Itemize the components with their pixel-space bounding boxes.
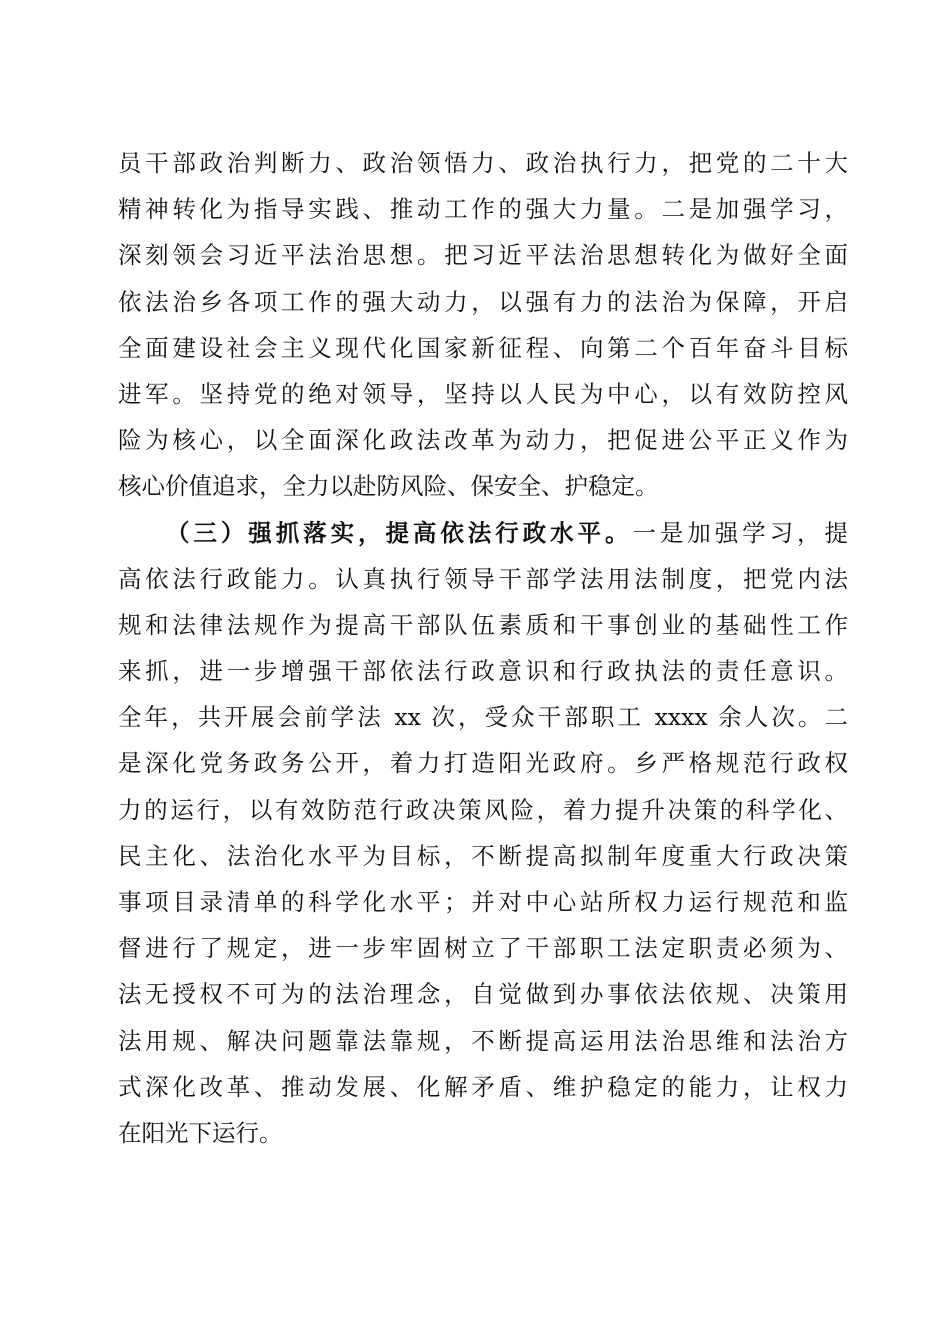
paragraph-line: 险为核心，以全面深化政法改革为动力，把促进公平正义作为 [118, 426, 848, 455]
paragraph-line: 深刻领会习近平法治思想。把习近平法治思想转化为做好全面 [118, 241, 848, 270]
paragraph-line: 事项目录清单的科学化水平；并对中心站所权力运行规范和监 [118, 888, 848, 916]
paragraph-line: 规和法律法规作为提高干部队伍素质和干事创业的基础性工作 [118, 610, 848, 639]
section-heading: （三）强抓落实，提高依法行政水平。 [166, 518, 633, 547]
paragraph-line: 力的运行，以有效防范行政决策风险，着力提升决策的科学化、 [118, 795, 848, 824]
paragraph-line: 全面建设社会主义现代化国家新征程、向第二个百年奋斗目标 [118, 333, 848, 362]
section-heading-line [118, 510, 848, 556]
paragraph-line: 员干部政治判断力、政治领悟力、政治执行力，把党的二十大 [118, 149, 848, 177]
paragraph-line: 是深化党务政务公开，着力打造阳光政府。乡严格规范行政权 [118, 749, 848, 778]
paragraph-line: 来抓，进一步增强干部依法行政意识和行政执法的责任意识。 [118, 657, 848, 686]
paragraph-line: 核心价值追求，全力以赴防风险、保安全、护稳定。 [118, 472, 659, 501]
paragraph-line: 进军。坚持党的绝对领导，坚持以人民为中心，以有效防控风 [118, 379, 848, 408]
paragraph-line: 民主化、法治化水平为目标，不断提高拟制年度重大行政决策 [118, 841, 848, 870]
paragraph-line: 法用规、解决问题靠法靠规，不断提高运用法治思维和法治方 [118, 1026, 848, 1055]
paragraph-line: 法无授权不可为的法治理念，自觉做到办事依法依规、决策用 [118, 980, 848, 1009]
paragraph-line: 高依法行政能力。认真执行领导干部学法用法制度，把党内法 [118, 564, 848, 593]
paragraph-line: 精神转化为指导实践、推动工作的强大力量。二是加强学习， [118, 195, 848, 224]
paragraph-line: 督进行了规定，进一步牢固树立了干部职工法定职责必须为、 [118, 934, 848, 963]
paragraph-line-rest: 一是加强学习，提 [632, 518, 848, 547]
paragraph-line: 式深化改革、推动发展、化解矛盾、维护稳定的能力，让权力 [118, 1072, 848, 1101]
body-text [118, 140, 848, 1156]
paragraph-line: 在阳光下运行。 [118, 1118, 283, 1147]
paragraph-line: 全年，共开展会前学法 xx 次，受众干部职工 xxxx 余人次。二 [118, 703, 848, 732]
paragraph-line: 依法治乡各项工作的强大动力，以强有力的法治为保障，开启 [118, 287, 848, 316]
